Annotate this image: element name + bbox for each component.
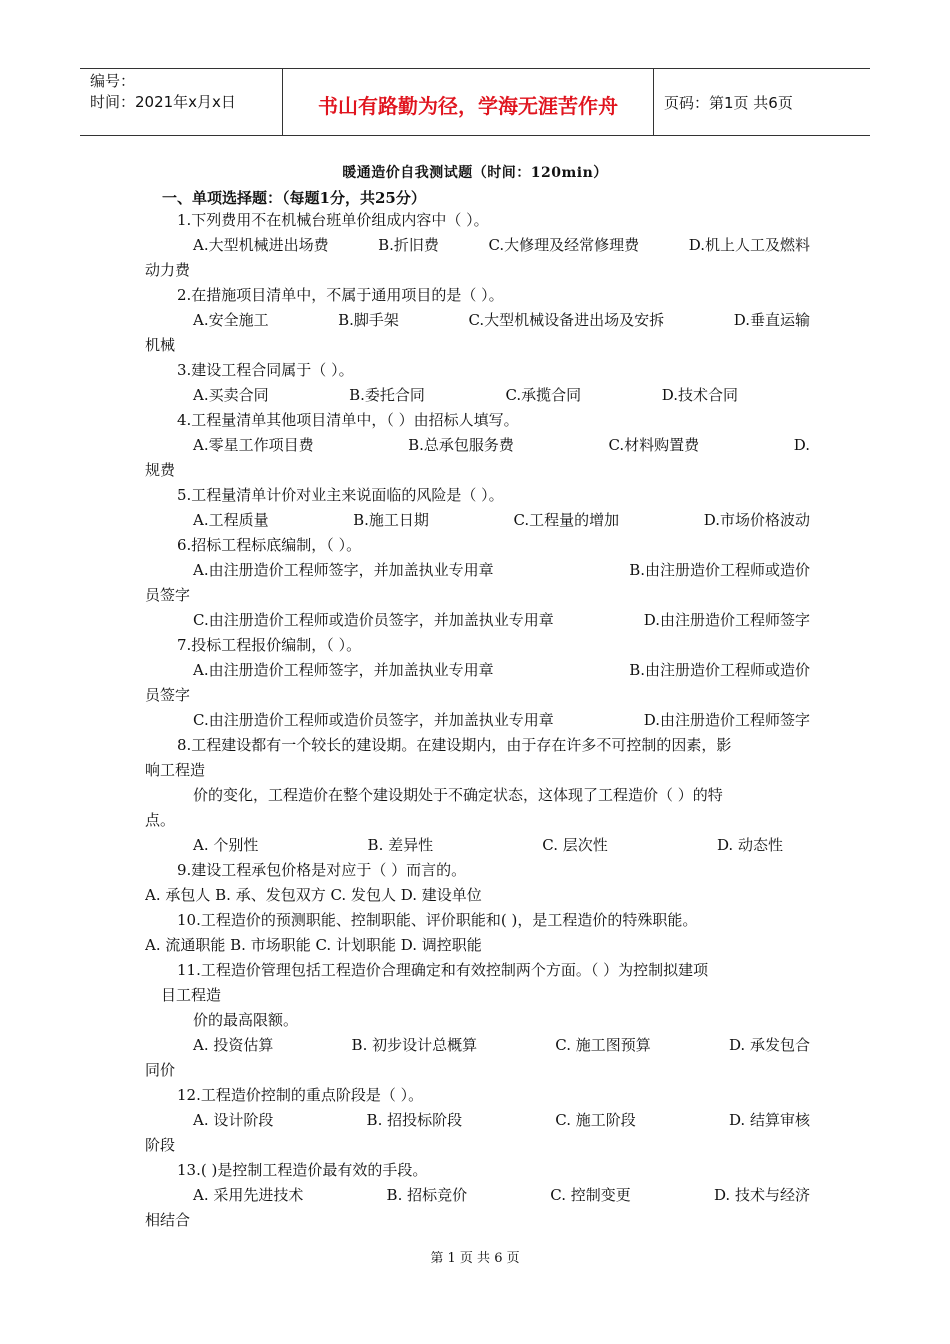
question-line: 响工程造 [145, 761, 206, 779]
answer-option: A.买卖合同 [193, 386, 269, 404]
answer-option: A.大型机械进出场费 [193, 236, 329, 254]
option-row [145, 1033, 810, 1058]
question-line: 8.工程建设都有一个较长的建设期。在建设期内，由于存在许多不可控制的因素，影 [177, 736, 732, 754]
answer-option: B. 招标竞价 [386, 1186, 468, 1204]
question-line: 13.( )是控制工程造价最有效的手段。 [177, 1161, 428, 1179]
answer-option: D.机上人工及燃料 [688, 236, 810, 254]
answer-option: D.技术合同 [661, 386, 738, 404]
question-line: 5.工程量清单计价对业主来说面临的风险是（ ）。 [177, 486, 504, 504]
question-line: 同价 [145, 1061, 176, 1079]
answer-option: D. 承发包合 [728, 1036, 810, 1054]
answer-option: C. 层次性 [542, 836, 608, 854]
answer-option: B. 初步设计总概算 [351, 1036, 478, 1054]
question-line: 点。 [145, 811, 176, 829]
question-line: 员签字 [145, 686, 191, 704]
document-title: 暖通造价自我测试题（时间：120min） [342, 165, 608, 181]
option-row [145, 508, 810, 533]
document-number-label: 编号： [90, 72, 136, 90]
option-row [145, 1108, 810, 1133]
question-line: 12.工程造价控制的重点阶段是（ ）。 [177, 1086, 424, 1104]
answer-option: B.委托合同 [349, 386, 425, 404]
header-page-number: 页码：第1页 共6页 [664, 93, 793, 112]
question-line: 机械 [145, 336, 176, 354]
answer-option: B.折旧费 [378, 236, 439, 254]
answer-option: C.材料购置费 [608, 436, 700, 454]
option-row [145, 308, 810, 333]
answer-option: B.由注册造价工程师或造价 [629, 561, 810, 579]
document-date-label: 时间：2021年x月x日 [90, 93, 236, 111]
question-list [145, 208, 810, 1233]
option-row [145, 708, 810, 733]
question-line: 价的最高限额。 [193, 1011, 299, 1029]
answer-option: B.脚手架 [338, 311, 399, 329]
question-line: 4.工程量清单其他项目清单中，（ ）由招标人填写。 [177, 411, 519, 429]
question-line: 10.工程造价的预测职能、控制职能、评价职能和( )，是工程造价的特殊职能。 [177, 911, 698, 929]
page-header [80, 68, 870, 136]
question-line: A. 流通职能 B. 市场职能 C. 计划职能 D. 调控职能 [145, 936, 482, 954]
option-row [145, 658, 810, 683]
answer-option: C.承揽合同 [505, 386, 582, 404]
answer-option: A.工程质量 [193, 511, 269, 529]
answer-option: D. [793, 436, 810, 454]
question-line: A. 承包人 B. 承、发包双方 C. 发包人 D. 建设单位 [145, 886, 482, 904]
page-footer: 第 1 页 共 6 页 [430, 1251, 520, 1266]
answer-option: A.由注册造价工程师签字，并加盖执业专用章 [193, 661, 494, 679]
answer-option: B. 差异性 [367, 836, 434, 854]
section-title: 一、单项选择题：（每题1分，共25分） [162, 189, 426, 207]
question-line: 7.投标工程报价编制，（ ）。 [177, 636, 362, 654]
answer-option: D.由注册造价工程师签字 [643, 711, 810, 729]
answer-option: B.由注册造价工程师或造价 [629, 661, 810, 679]
question-line: 动力费 [145, 261, 191, 279]
answer-option: C.大型机械设备进出场及安拆 [468, 311, 665, 329]
answer-option: D.垂直运输 [733, 311, 810, 329]
question-line: 规费 [145, 461, 176, 479]
answer-option: D.由注册造价工程师签字 [643, 611, 810, 629]
header-motto: 书山有路勤为径，学海无涯苦作舟 [282, 69, 654, 135]
question-line: 1.下列费用不在机械台班单价组成内容中（ ）。 [177, 211, 489, 229]
answer-option: D. 技术与经济 [713, 1186, 810, 1204]
question-line: 9.建设工程承包价格是对应于（ ）而言的。 [177, 861, 467, 879]
answer-option: A. 投资估算 [193, 1036, 274, 1054]
answer-option: A.零星工作项目费 [193, 436, 314, 454]
option-row [145, 608, 810, 633]
question-line: 相结合 [145, 1211, 191, 1229]
option-row [145, 383, 810, 408]
question-line: 11.工程造价管理包括工程造价合理确定和有效控制两个方面。（ ）为控制拟建项 [177, 961, 709, 979]
answer-option: C. 控制变更 [550, 1186, 631, 1204]
option-row [145, 233, 810, 258]
answer-option: B. 招投标阶段 [366, 1111, 463, 1129]
question-line: 2.在措施项目清单中，不属于通用项目的是（ ）。 [177, 286, 504, 304]
question-line: 员签字 [145, 586, 191, 604]
answer-option: A. 设计阶段 [193, 1111, 274, 1129]
question-line: 价的变化，工程造价在整个建设期处于不确定状态，这体现了工程造价（ ）的特 [193, 786, 723, 804]
answer-option: A. 个别性 [193, 836, 259, 854]
answer-option: C.由注册造价工程师或造价员签字，并加盖执业专用章 [193, 611, 554, 629]
answer-option: B.施工日期 [353, 511, 429, 529]
question-line: 3.建设工程合同属于（ ）。 [177, 361, 354, 379]
answer-option: D.市场价格波动 [703, 511, 810, 529]
answer-option: C.由注册造价工程师或造价员签字，并加盖执业专用章 [193, 711, 554, 729]
option-row [145, 558, 810, 583]
question-line: 6.招标工程标底编制，（ ）。 [177, 536, 362, 554]
answer-option: B.总承包服务费 [408, 436, 514, 454]
answer-option: A.安全施工 [193, 311, 269, 329]
answer-option: C. 施工阶段 [555, 1111, 636, 1129]
option-row [145, 1183, 810, 1208]
answer-option: C.大修理及经常修理费 [488, 236, 640, 254]
question-line: 目工程造 [161, 986, 222, 1004]
option-row [145, 833, 810, 858]
answer-option: C. 施工图预算 [555, 1036, 651, 1054]
answer-option: A. 采用先进技术 [193, 1186, 304, 1204]
answer-option: C.工程量的增加 [513, 511, 620, 529]
option-row [145, 433, 810, 458]
answer-option: A.由注册造价工程师签字，并加盖执业专用章 [193, 561, 494, 579]
question-line: 阶段 [145, 1136, 176, 1154]
header-info-cell [80, 69, 282, 135]
answer-option: D. 结算审核 [728, 1111, 810, 1129]
answer-option: D. 动态性 [716, 836, 783, 854]
